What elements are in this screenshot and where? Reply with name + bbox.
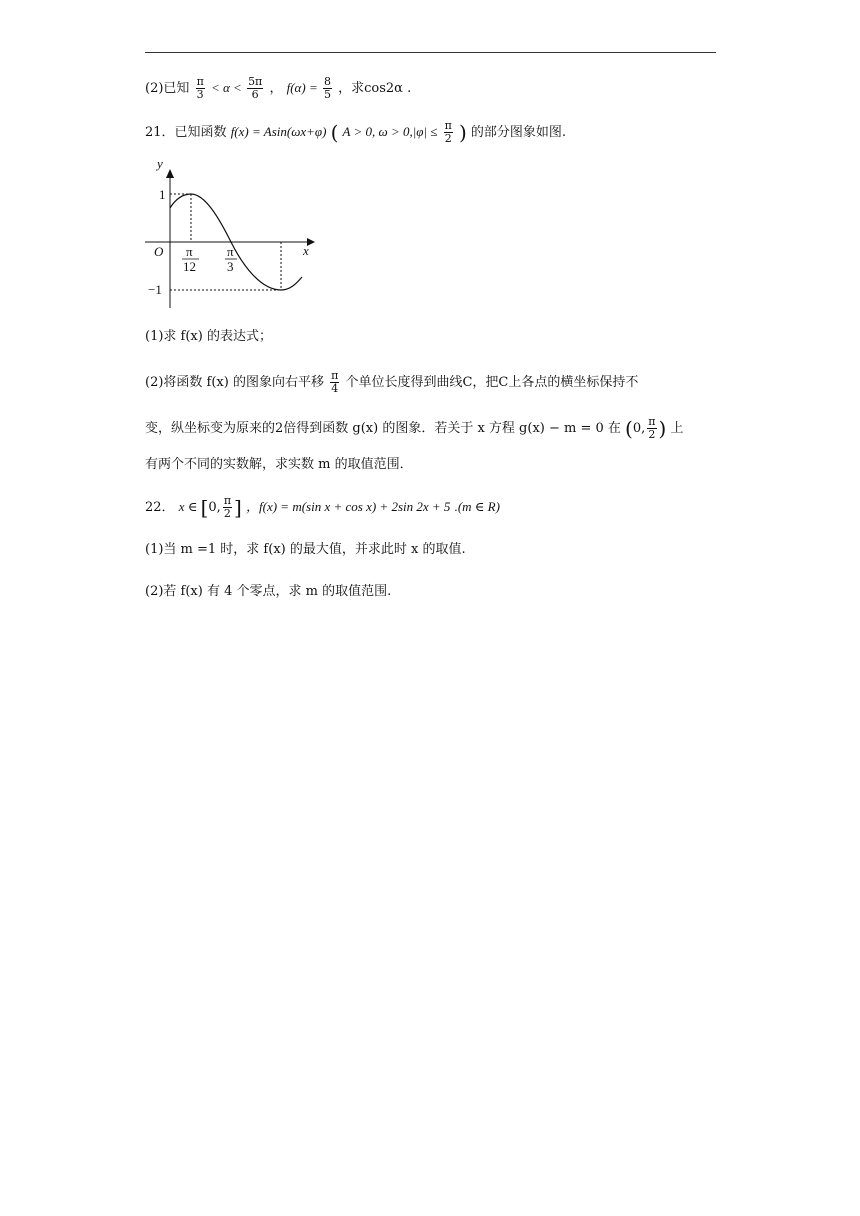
frac-denominator: 2 (444, 132, 452, 145)
frac-numerator: π (331, 369, 339, 382)
x-tick-pi3-num: π (227, 244, 234, 259)
frac-denominator: 2 (648, 428, 656, 441)
frac-denominator: 3 (196, 88, 204, 101)
q21-part2-text-c: 变，纵坐标变为原来的2倍得到函数 g(x) 的图象．若关于 x 方程 g(x) − m = 0 在 (145, 421, 621, 436)
frac-numerator: π (444, 119, 452, 132)
q21-stem-prefix: 21．已知函数 (145, 125, 227, 140)
y-axis-arrow (166, 169, 174, 178)
q22-part1: (1)当 m =1 时，求 f(x) 的最大值，并求此时 x 的取值. (145, 542, 466, 557)
q22-domain-start: 0, (208, 500, 221, 515)
q20-frac-8-5 (323, 76, 332, 101)
paren-open: ( (330, 120, 339, 145)
paren-open: ( (625, 416, 633, 441)
q22-stem (145, 495, 500, 520)
sine-graph (145, 150, 320, 315)
frac-numerator: π (648, 415, 656, 428)
y-tick-neg1: −1 (148, 282, 162, 297)
header-rule (145, 52, 716, 53)
paren-close: ) (658, 416, 667, 441)
q21-part2-text-b: 个单位长度得到曲线C，把C上各点的横坐标保持不 (345, 375, 639, 390)
q20-part2 (145, 76, 411, 101)
frac-denominator: 4 (331, 382, 339, 395)
q20-f-alpha: f(α) = (286, 80, 321, 95)
q22-prefix: 22． (145, 500, 175, 515)
q22-domain-x: x ∈ (178, 499, 201, 514)
q21-part2-text-a: (2)将函数 f(x) 的图象向右平移 (145, 375, 324, 390)
frac-denominator: 6 (251, 88, 259, 101)
frac-numerator: 5π (248, 75, 263, 88)
q20-frac-5pi-6 (247, 76, 263, 101)
x-axis-label: x (303, 243, 309, 258)
q20-inequality: < α < (210, 80, 246, 95)
q22-frac-pi-2 (223, 495, 232, 520)
x-tick-pi12-num: π (186, 244, 193, 259)
frac-numerator: π (223, 494, 232, 507)
y-axis-label: y (157, 156, 163, 171)
y-tick-1: 1 (159, 187, 166, 202)
bracket-open: [ (200, 495, 209, 520)
q20-part2-prefix: (2)已知 (145, 81, 190, 96)
frac-denominator: 5 (323, 88, 331, 101)
x-tick-pi3-den: 3 (227, 259, 234, 274)
origin-label: O (154, 244, 164, 259)
frac-numerator: 8 (323, 75, 331, 88)
q21-part1: (1)求 f(x) 的表达式； (145, 329, 272, 344)
frac-denominator: 2 (223, 507, 231, 520)
q21-frac-pi-4 (330, 370, 339, 395)
q21-part2-line3: 有两个不同的实数解，求实数 m 的取值范围． (145, 457, 413, 472)
interval-start: 0, (632, 421, 646, 436)
q21-part2-line1 (145, 370, 638, 395)
q22-part2: (2)若 f(x) 有 4 个零点，求 m 的取值范围. (145, 584, 392, 599)
q21-func: f(x) = Asin(ωx+φ) (230, 124, 327, 139)
q22-cond: .(m ∈ R) (454, 499, 500, 514)
q21-frac-pi-2 (444, 120, 453, 145)
q21-part2-line2 (145, 416, 683, 441)
paren-close: ) (458, 120, 467, 145)
q21-stem (145, 120, 566, 145)
bracket-close: ] (234, 495, 242, 520)
q22-func: ，f(x) = m(sin x + cos x) + 2sin 2x + 5 (246, 499, 451, 514)
q21-frac-interval (647, 416, 656, 441)
q20-tail: ，求cos2α . (338, 81, 412, 96)
q20-comma: ， (269, 81, 283, 96)
q21-cond: A > 0, ω > 0,|φ| ≤ (342, 124, 438, 139)
q20-frac-pi-3 (196, 76, 205, 101)
q21-part2-text-d: 上 (670, 421, 684, 436)
frac-numerator: π (196, 75, 204, 88)
x-tick-pi12-den: 12 (183, 259, 196, 274)
q21-stem-suffix: 的部分图象如图. (470, 125, 567, 140)
